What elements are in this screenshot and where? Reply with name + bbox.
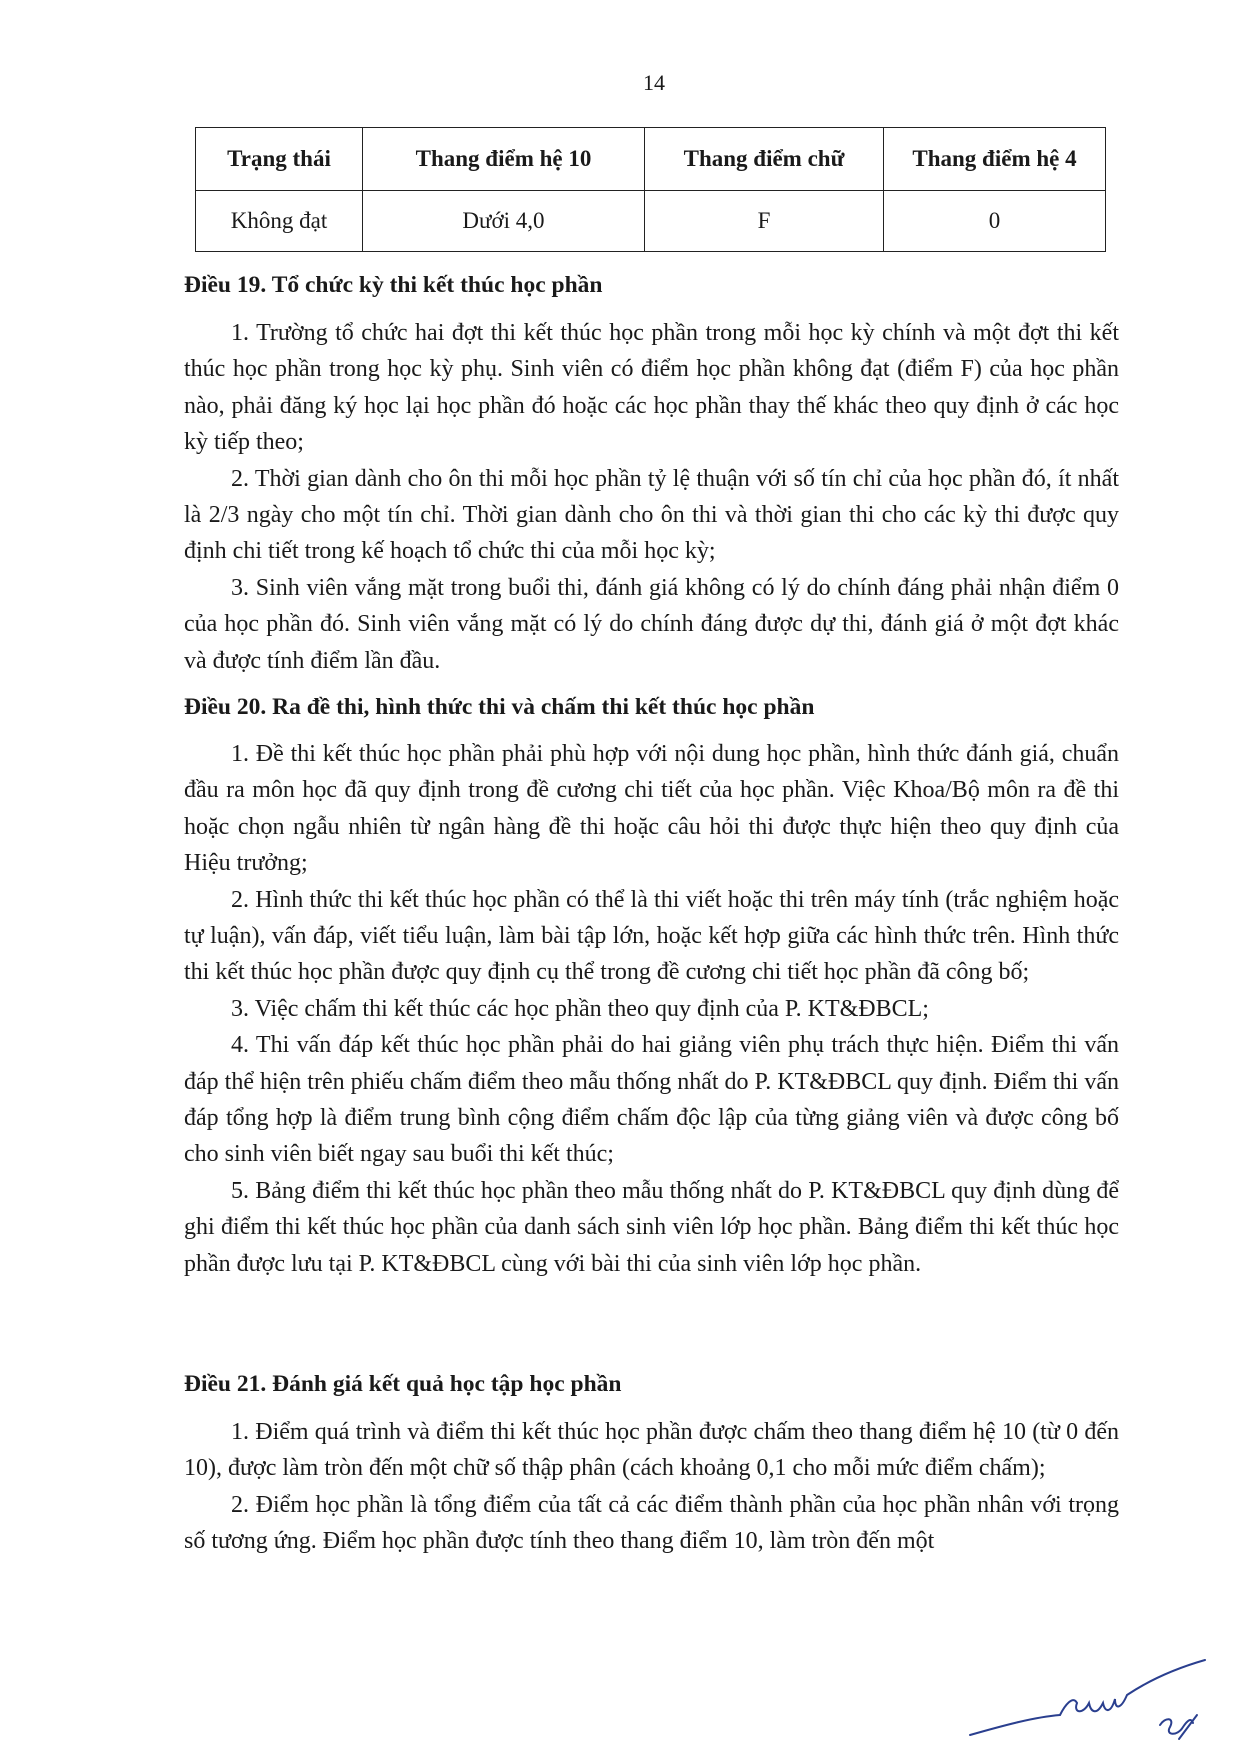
paragraph: 1. Trường tổ chức hai đợt thi kết thúc học phần trong mỗi học kỳ chính và một đợt thi kết thúc học phần trong học kỳ phụ. Sinh viên có điểm học phần không đạt (điểm F) của học phần nào, phải đăng ký học lại học phần đó hoặc các học phần thay thế khác theo quy định ở các học kỳ tiếp theo; bbox=[184, 320, 1119, 456]
grade-scale-table bbox=[195, 127, 1106, 252]
paragraph: 4. Thi vấn đáp kết thúc học phần phải do hai giảng viên phụ trách thực hiện. Điểm thi vấn đáp thể hiện trên phiếu chấm điểm theo mẫu thống nhất do P. KT&ĐBCL quy định. Điểm thi vấn đáp tổng hợp là điểm trung bình cộng điểm chấm độc lập của từng giảng viên và được công bố cho sinh viên biết ngay sau buổi thi kết thúc; bbox=[184, 1032, 1119, 1168]
paragraph: 1. Điểm quá trình và điểm thi kết thúc học phần được chấm theo thang điểm hệ 10 (từ 0 đến 10), được làm tròn đến một chữ số thập phân (cách khoảng 0,1 cho mỗi mức điểm chấm); bbox=[184, 1419, 1119, 1482]
table-header-row bbox=[196, 128, 1106, 191]
article-19 bbox=[184, 267, 1119, 679]
article-heading: Điều 19. Tổ chức kỳ thi kết thúc học phần bbox=[184, 272, 603, 298]
header-scale-4: Thang điểm hệ 4 bbox=[884, 128, 1106, 191]
paragraph: 3. Sinh viên vắng mặt trong buổi thi, đánh giá không có lý do chính đáng phải nhận điểm 0 của học phần đó. Sinh viên vắng mặt có lý do chính đáng được dự thi, đánh giá ở một đợt khác và được tính điểm lần đầu. bbox=[184, 574, 1119, 674]
table-row bbox=[196, 191, 1106, 252]
paragraph: 2. Hình thức thi kết thúc học phần có thể là thi viết hoặc thi trên máy tính (trắc nghiệm hoặc tự luận), vấn đáp, viết tiểu luận, làm bài tập lớn, hoặc kết hợp giữa các hình thức trên. Hình thức thi kết thúc học phần được quy định cụ thể trong đề cương chi tiết học phần đã công bố; bbox=[184, 886, 1119, 986]
article-heading: Điều 21. Đánh giá kết quả học tập học phần bbox=[184, 1371, 622, 1397]
paragraph: 2. Điểm học phần là tổng điểm của tất cả các điểm thành phần của học phần nhân với trọng số tương ứng. Điểm học phần được tính theo thang điểm 10, làm tròn đến một bbox=[184, 1491, 1119, 1555]
article-heading: Điều 20. Ra đề thi, hình thức thi và chấm thi kết thúc học phần bbox=[184, 694, 815, 720]
paragraph: 2. Thời gian dành cho ôn thi mỗi học phần tỷ lệ thuận với số tín chỉ của học phần đó, ít nhất là 2/3 ngày cho một tín chỉ. Thời gian dành cho ôn thi và thời gian thi cho các kỳ thi được quy định chi tiết trong kế hoạch tổ chức thi của mỗi học kỳ; bbox=[184, 465, 1119, 565]
cell-scale-10: Dưới 4,0 bbox=[363, 191, 645, 252]
handwritten-signature bbox=[965, 1655, 1215, 1750]
cell-letter: F bbox=[645, 191, 884, 252]
cell-scale-4: 0 bbox=[884, 191, 1106, 252]
paragraph: 1. Đề thi kết thúc học phần phải phù hợp với nội dung học phần, hình thức đánh giá, chuẩn đầu ra môn học đã quy định trong đề cương chi tiết của học phần. Việc Khoa/Bộ môn ra đề thi hoặc chọn ngẫu nhiên từ ngân hàng đề thi hoặc câu hỏi thi được thực hiện theo quy định của Hiệu trưởng; bbox=[184, 741, 1119, 877]
paragraph: 3. Việc chấm thi kết thúc các học phần theo quy định của P. KT&ĐBCL; bbox=[231, 995, 929, 1022]
page-number: 14 bbox=[643, 70, 665, 95]
header-letter-scale: Thang điểm chữ bbox=[645, 128, 884, 191]
article-20 bbox=[184, 689, 1119, 1282]
article-21 bbox=[184, 1366, 1119, 1560]
cell-status: Không đạt bbox=[196, 191, 363, 252]
paragraph: 5. Bảng điểm thi kết thúc học phần theo mẫu thống nhất do P. KT&ĐBCL quy định dùng để ghi điểm thi kết thúc học phần của danh sách sinh viên lớp học phần. Bảng điểm thi kết thúc học phần được lưu tại P. KT&ĐBCL cùng với bài thi của sinh viên lớp học phần. bbox=[184, 1177, 1119, 1277]
header-scale-10: Thang điểm hệ 10 bbox=[363, 128, 645, 191]
header-status: Trạng thái bbox=[196, 128, 363, 191]
